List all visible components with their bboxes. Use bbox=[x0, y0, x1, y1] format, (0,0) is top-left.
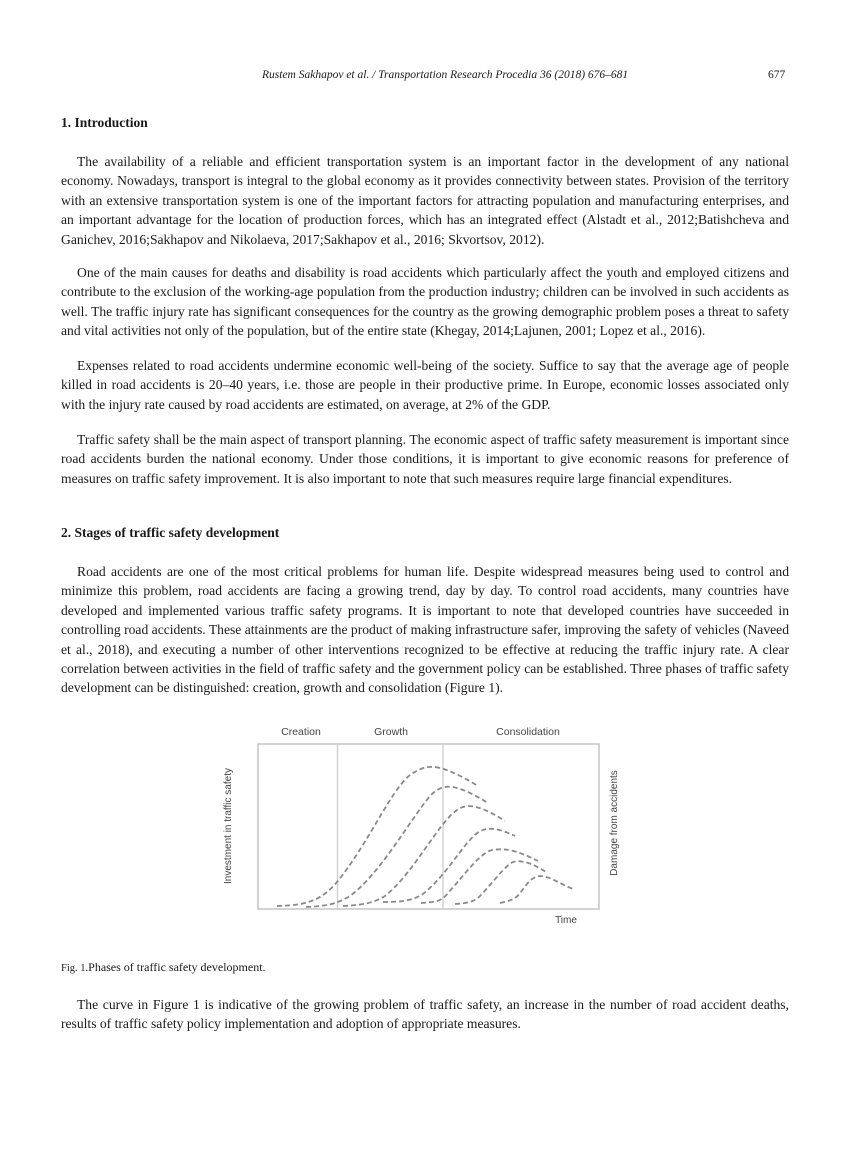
paragraph: Road accidents are one of the most critical problems for human life. Despite widespread measures being used to control and minimize this problem, road accidents are facing a growing trend, day by day. To control road accidents, many countries have developed and implemented various traffic safety programs. It is important to note that developed countries have succeeded in controlling road accidents. These attainments are the product of making infrastructure safer, improving the safety of vehicles (Naveed et al., 2018), and executing a number of other interventions recognized to be effective at reducing the traffic injury rate. A clear correlation between activities in the field of traffic safety and the government policy can be established. Three phases of traffic safety development can be distinguished: creation, growth and consolidation (Figure 1). bbox=[61, 564, 789, 696]
paragraph: Expenses related to road accidents undermine economic well-being of the society. Suffice to say that the average age of people killed in road accidents is 20–40 years, i.e. those are people in their productive prime. In Europe, economic losses associated only with the injury rate caused by road accidents are estimated, on average, at 2% of the GDP. bbox=[61, 358, 789, 412]
running-title: Rustem Sakhapov et al. / Transportation Research Procedia 36 (2018) 676–681 bbox=[262, 69, 629, 81]
phase-label-consolidation: Consolidation bbox=[496, 726, 560, 738]
paragraph: The availability of a reliable and efficient transportation system is an important factor in the development of any national economy. Nowadays, transport is integral to the global economy as it provides connectivity between states. Provision of the territory with an extensive transportation system is one of the important factors for attracting population and manufacturing enterprises, and an important advantage for the location of production forces, which has an integrated effect (Alstadt et al., 2012;Batishcheva and Ganichev, 2016;Sakhapov and Nikolaeva, 2017;Sakhapov et al., 2016; Skvortsov, 2012). bbox=[61, 154, 789, 247]
right-axis-label: Damage from accidents bbox=[609, 770, 620, 876]
paragraph: One of the main causes for deaths and disability is road accidents which particularly affect the youth and employed citizens and contribute to the exclusion of the working-age population from the production industry; children can be involved in such accidents as well. The traffic injury rate has significant consequences for the country as the growing demographic problem poses a threat to safety and vital activities not only of the population, but of the entire state (Khegay, 2014;Lajunen, 2001; Lopez et al., 2016). bbox=[61, 265, 789, 339]
curve-6 bbox=[455, 861, 546, 904]
curve-2 bbox=[306, 787, 488, 907]
section-heading-stages: 2. Stages of traffic safety development bbox=[61, 525, 280, 540]
curve-1 bbox=[277, 767, 478, 906]
plot-frame bbox=[258, 744, 599, 909]
figure-caption bbox=[61, 960, 266, 975]
figure-phases-diagram bbox=[210, 715, 630, 930]
curve-7 bbox=[500, 876, 573, 903]
paragraph: The curve in Figure 1 is indicative of the growing problem of traffic safety, an increase in the number of road accident deaths, results of traffic safety policy implementation and adoption of appropriate measures. bbox=[61, 997, 789, 1032]
curve-5 bbox=[421, 849, 538, 903]
running-head bbox=[0, 69, 846, 85]
caption-label: Fig. 1. bbox=[61, 963, 89, 974]
curves bbox=[277, 767, 573, 907]
phase-label-growth: Growth bbox=[374, 726, 408, 738]
page-number: 677 bbox=[768, 69, 786, 81]
left-axis-label: Investment in traffic safety bbox=[223, 768, 234, 884]
caption-text: Phases of traffic safety development. bbox=[88, 960, 266, 974]
section-heading-introduction: 1. Introduction bbox=[61, 115, 148, 130]
curve-3 bbox=[343, 806, 505, 906]
phase-label-creation: Creation bbox=[281, 726, 321, 738]
x-axis-label: Time bbox=[555, 915, 577, 926]
paragraph: Traffic safety shall be the main aspect of transport planning. The economic aspect of traffic safety measurement is important since road accidents burden the national economy. Under those conditions, it is important to give economic reasons for preference of measures on traffic safety improvement. It is also important to note that such measures require large financial expenditures. bbox=[61, 432, 789, 486]
